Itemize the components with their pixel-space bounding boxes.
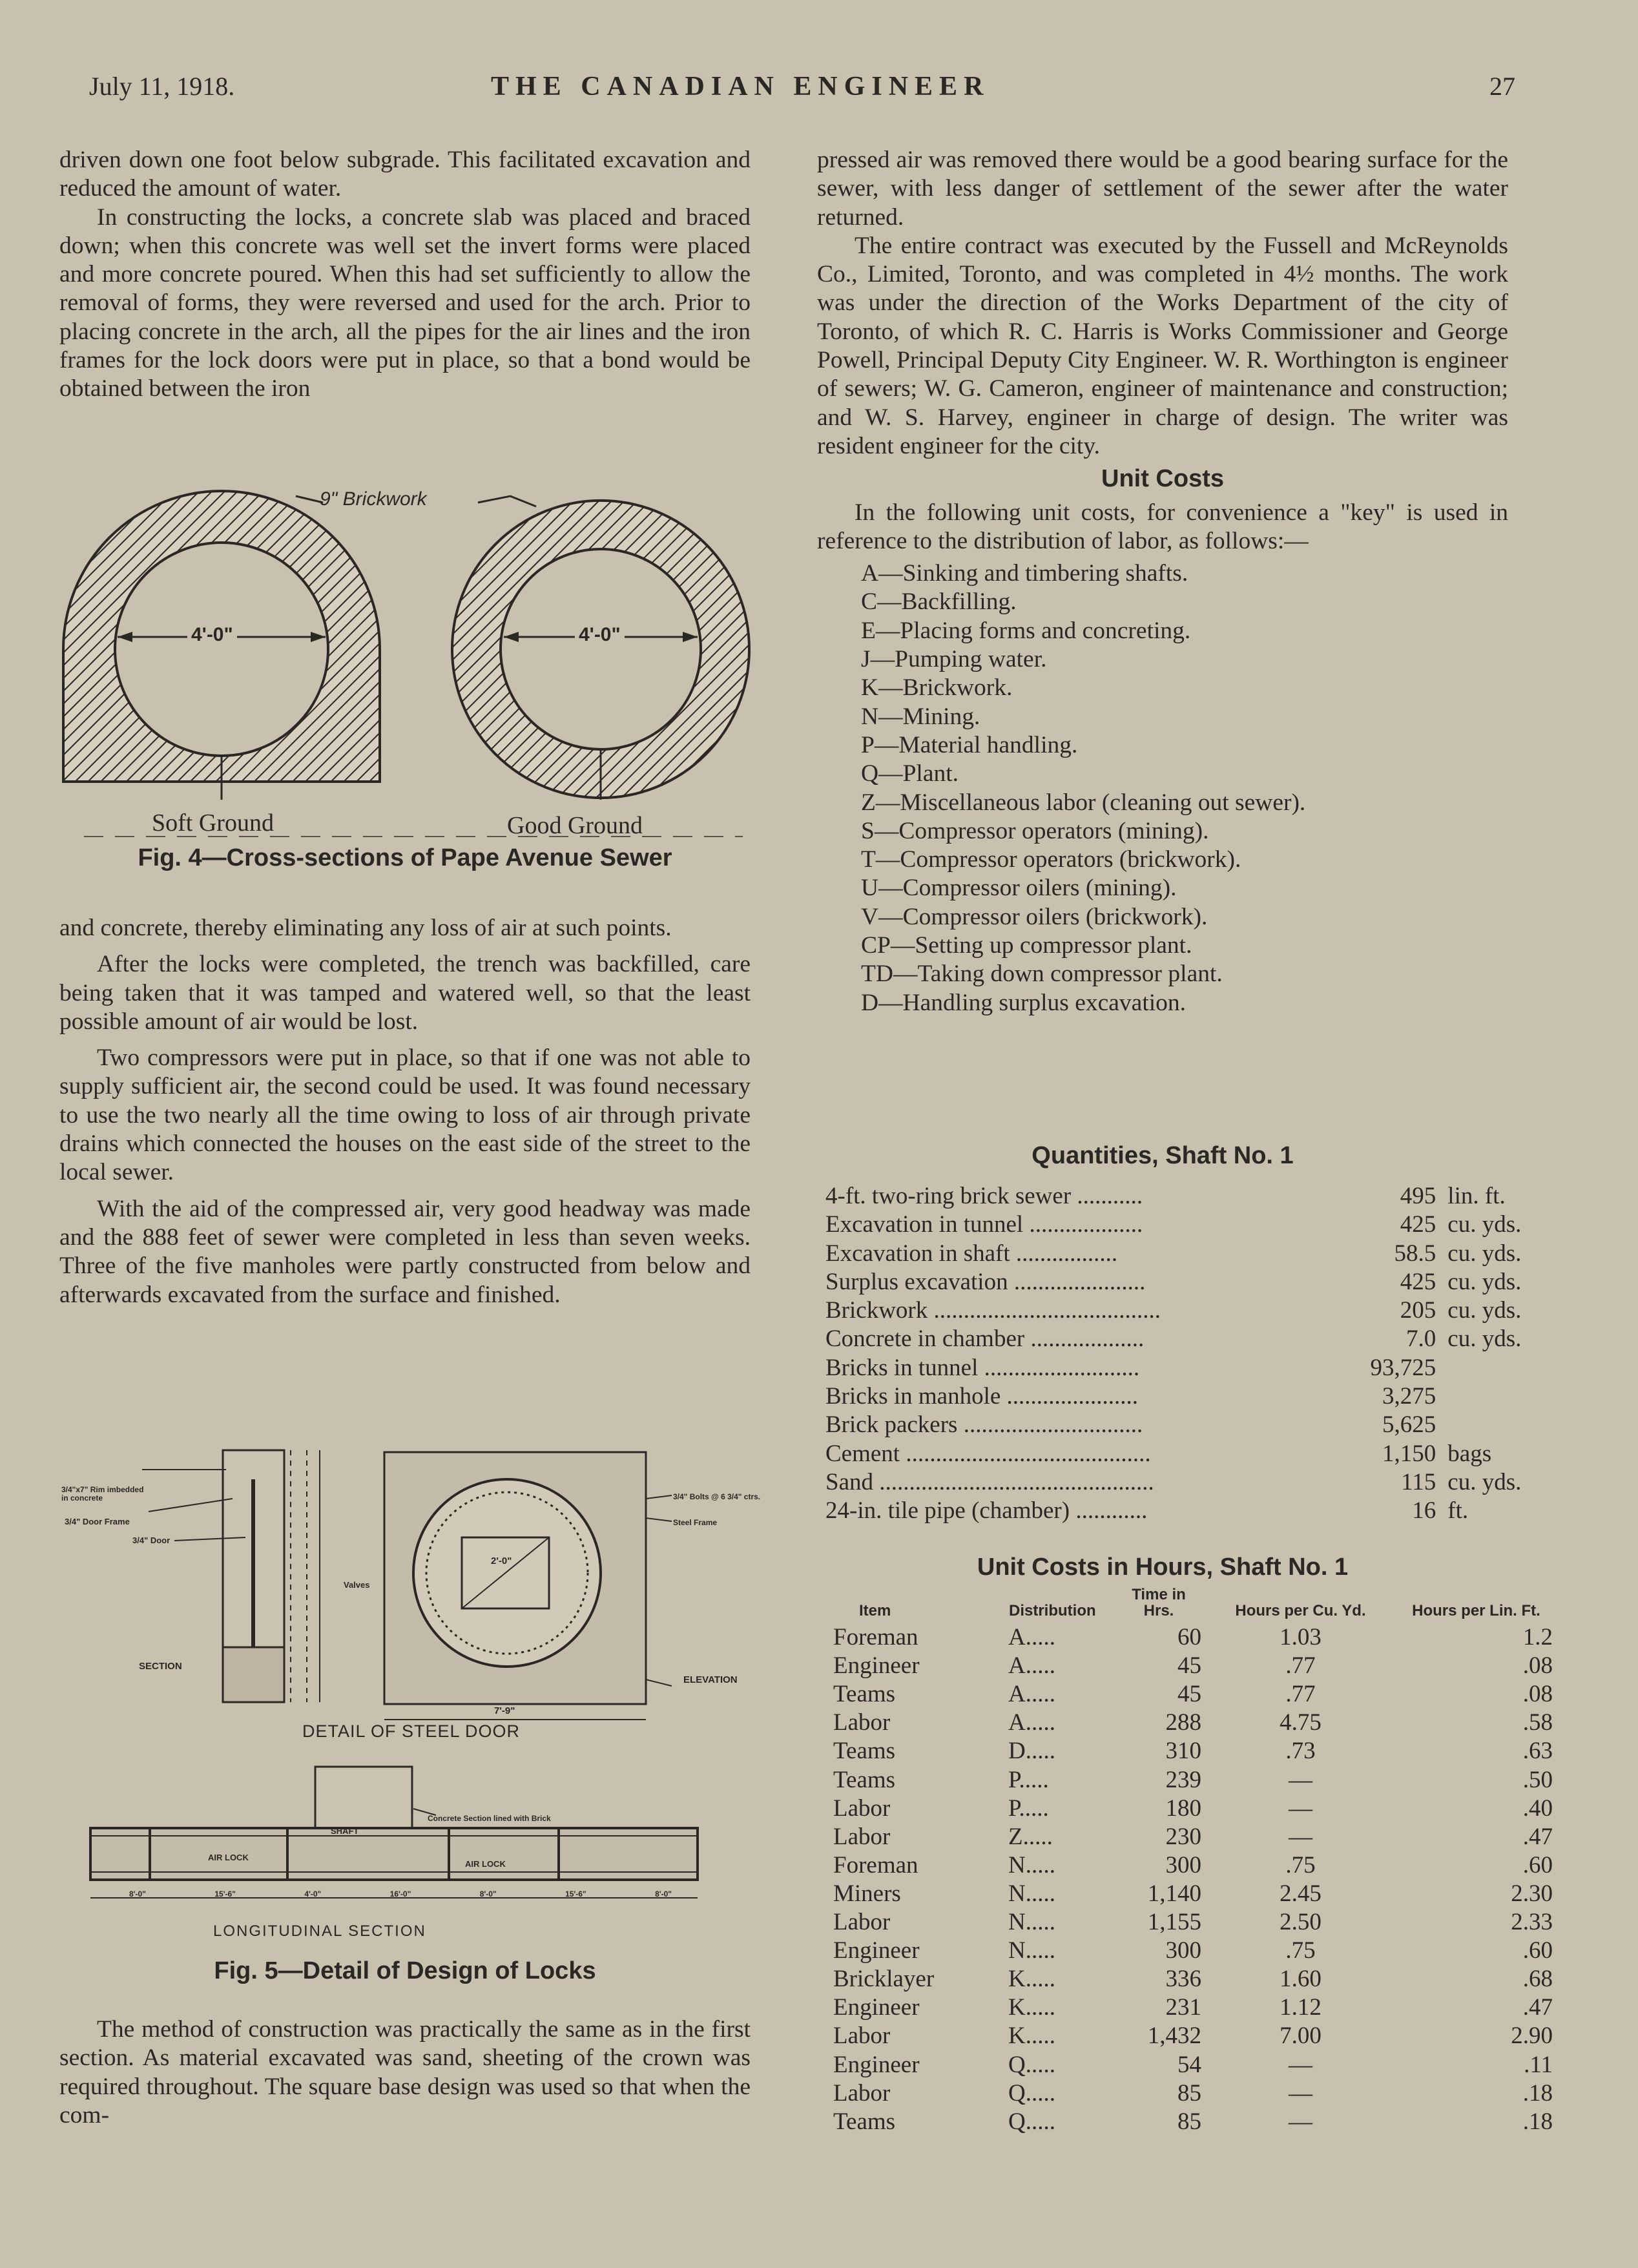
cell-item: Labor <box>833 1909 891 1936</box>
quantity-unit: cu. yds. <box>1447 1468 1522 1495</box>
cell-item: Foreman <box>833 1624 918 1651</box>
cell-item: Engineer <box>833 1652 920 1680</box>
quantity-row <box>825 1296 1523 1325</box>
cell-per-cu: — <box>1289 2079 1312 2107</box>
fig5-lock-design-diagram <box>78 1441 756 1957</box>
cell-per-cu: 1.12 <box>1280 1994 1322 2021</box>
cell-distribution: P..... <box>1008 1795 1049 1822</box>
cell-time: 1,140 <box>1147 1880 1201 1907</box>
cell-item: Teams <box>833 1766 896 1793</box>
cell-per-lin: 1.2 <box>1522 1624 1553 1651</box>
cell-time: 85 <box>1177 2108 1201 2135</box>
paragraph: After the locks were completed, the trench was backfilled, care being taken that it was tamped and watered well, so that the least possible amount of air would be lost. <box>59 951 751 1035</box>
cell-time: 239 <box>1165 1766 1201 1793</box>
cell-distribution: P..... <box>1008 1766 1049 1793</box>
cell-time: 231 <box>1165 1994 1201 2021</box>
fig4-brickwork-label: 9" Brickwork <box>320 488 427 510</box>
cell-per-lin: 2.30 <box>1511 1880 1553 1907</box>
left-column-bottom <box>59 2015 751 2130</box>
quantity-value: 5,625 <box>1382 1411 1436 1439</box>
quantity-label: Brick packers .............................. <box>825 1411 1143 1439</box>
fig4-dim-right: 4'-0" <box>575 624 625 646</box>
fig4-caption: Fig. 4—Cross-sections of Pape Avenue Sewer <box>138 844 672 871</box>
table-row <box>833 2107 1553 2136</box>
cell-per-cu: 7.00 <box>1280 2023 1322 2050</box>
fig5-label-elevation: ELEVATION <box>683 1674 738 1685</box>
cell-per-lin: .18 <box>1522 2079 1553 2107</box>
fig5-label-dim-top: 2'-0" <box>491 1555 512 1566</box>
quantity-unit: cu. yds. <box>1447 1240 1522 1267</box>
cell-per-lin: .60 <box>1522 1937 1553 1964</box>
cell-time: 300 <box>1165 1937 1201 1964</box>
quantity-value: 1,150 <box>1382 1440 1436 1467</box>
cell-distribution: Z..... <box>1008 1823 1053 1850</box>
table-row <box>833 1908 1553 1936</box>
cell-distribution: N..... <box>1008 1880 1055 1907</box>
fig5-label-concrete-section: Concrete Section lined with Brick <box>428 1814 551 1823</box>
fig4-label-good-ground: Good Ground <box>507 812 643 839</box>
cell-per-lin: .11 <box>1524 2051 1553 2078</box>
cell-time: 180 <box>1165 1795 1201 1822</box>
header-date: July 11, 1918. <box>89 72 235 101</box>
cell-per-lin: .50 <box>1522 1766 1553 1793</box>
quantity-unit: cu. yds. <box>1447 1297 1522 1324</box>
cell-item: Engineer <box>833 1994 920 2021</box>
cell-distribution: N..... <box>1008 1909 1055 1936</box>
col-header-per-cu-yd: Hours per Cu. Yd. <box>1235 1602 1366 1619</box>
fig5-label-dim-bottom: 7'-9" <box>494 1705 515 1716</box>
table-row <box>833 1680 1553 1708</box>
fig5-label-air-lock-right: AIR LOCK <box>465 1859 506 1869</box>
fig4-dim-left: 4'-0" <box>187 624 237 646</box>
quantity-unit: bags <box>1447 1440 1492 1467</box>
cell-per-cu: .73 <box>1285 1738 1316 1765</box>
fig5-dim: 4'-0" <box>304 1889 322 1899</box>
quantity-row <box>825 1440 1523 1468</box>
key-item: E—Placing forms and concreting. <box>861 617 1191 644</box>
cell-per-cu: 4.75 <box>1280 1709 1322 1736</box>
fig5-dim: 15'-6" <box>214 1889 236 1899</box>
cell-per-cu: 1.03 <box>1280 1624 1322 1651</box>
cell-time: 336 <box>1165 1966 1201 1993</box>
key-item: P—Material handling. <box>861 731 1078 758</box>
quantity-label: Surplus excavation ...................... <box>825 1268 1146 1295</box>
cell-per-lin: .08 <box>1522 1681 1553 1708</box>
cell-per-cu: 2.50 <box>1280 1909 1322 1936</box>
cell-per-lin: .08 <box>1522 1652 1553 1680</box>
quantity-row <box>825 1411 1523 1439</box>
key-item: T—Compressor operators (brickwork). <box>861 846 1241 873</box>
key-item: U—Compressor oilers (mining). <box>861 875 1177 902</box>
fig5-dim: 15'-6" <box>565 1889 586 1899</box>
quantity-value: 425 <box>1400 1268 1436 1295</box>
table-row <box>833 2079 1553 2107</box>
key-item: D—Handling surplus excavation. <box>861 989 1187 1016</box>
quantity-unit: ft. <box>1447 1497 1469 1524</box>
cell-time: 60 <box>1177 1624 1201 1651</box>
paragraph: The method of construction was practically the same as in the first section. As material excavated was sand, sheeting of the crown was required throughout. The square base design was used so that when the com- <box>59 2016 751 2128</box>
fig5-caption: Fig. 5—Detail of Design of Locks <box>214 1957 596 1984</box>
quantity-label: Concrete in chamber ................... <box>825 1326 1145 1353</box>
cell-distribution: Q..... <box>1008 2051 1055 2078</box>
quantity-label: 24-in. tile pipe (chamber) ............ <box>825 1497 1148 1524</box>
left-column-top <box>59 146 751 404</box>
cell-per-cu: — <box>1289 2108 1312 2135</box>
quantity-unit: lin. ft. <box>1447 1183 1506 1209</box>
quantity-row <box>825 1240 1523 1268</box>
table-row <box>833 1993 1553 2021</box>
cell-time: 1,155 <box>1147 1909 1201 1936</box>
table-row <box>833 1623 1553 1651</box>
cell-distribution: A..... <box>1008 1652 1055 1680</box>
cell-per-lin: .47 <box>1522 1994 1553 2021</box>
paragraph: In the following unit costs, for convenience a "key" is used in reference to the distribution of labor, as follows:— <box>817 499 1508 554</box>
cell-time: 288 <box>1165 1709 1201 1736</box>
unit-costs-heading: Unit Costs <box>1101 465 1224 493</box>
cell-time: 230 <box>1165 1823 1201 1850</box>
fig5-label-rim: 3/4"x7" Rim imbedded in concrete <box>61 1485 144 1503</box>
quantity-row <box>825 1268 1523 1296</box>
cell-item: Engineer <box>833 1937 920 1964</box>
quantity-unit: cu. yds. <box>1447 1268 1522 1295</box>
cell-item: Labor <box>833 2023 891 2050</box>
distribution-key-list <box>817 559 1508 1017</box>
key-item: K—Brickwork. <box>861 674 1013 702</box>
cell-distribution: D..... <box>1008 1738 1055 1765</box>
key-item: CP—Setting up compressor plant. <box>861 932 1192 959</box>
table-row <box>833 1822 1553 1851</box>
key-item: A—Sinking and timbering shafts. <box>861 560 1188 587</box>
cell-item: Miners <box>833 1880 901 1907</box>
quantities-list <box>825 1182 1523 1526</box>
key-item: Q—Plant. <box>861 760 959 787</box>
col-header-item: Item <box>859 1602 891 1619</box>
fig5-dim: 8'-0" <box>129 1889 146 1899</box>
cell-time: 85 <box>1177 2079 1201 2107</box>
fig5-label-shaft: SHAFT <box>331 1826 359 1836</box>
table-row <box>833 1964 1553 1993</box>
paragraph: and concrete, thereby eliminating any loss of air at such points. <box>59 915 672 941</box>
quantity-row <box>825 1497 1523 1525</box>
cell-per-lin: .58 <box>1522 1709 1553 1736</box>
paragraph: Two compressors were put in place, so that if one was not able to supply sufficient air, the second could be used. It was found necessary to use the two nearly all the time owing to loss of air through private drains which connected the houses on the east side of the street to the local sewer. <box>59 1045 751 1186</box>
col-header-time: Time in Hrs. <box>1132 1586 1186 1619</box>
header-page-number: 27 <box>1489 72 1515 101</box>
key-item: TD—Taking down compressor plant. <box>861 961 1223 988</box>
table-row <box>833 1794 1553 1822</box>
fig4-cross-sections-diagram <box>58 478 762 846</box>
cell-item: Engineer <box>833 2051 920 2078</box>
quantity-unit: cu. yds. <box>1447 1326 1522 1353</box>
fig4-label-soft-ground: Soft Ground <box>152 809 274 837</box>
unit-costs-table <box>833 1586 1553 2136</box>
cell-time: 45 <box>1177 1681 1201 1708</box>
cell-per-cu: — <box>1289 2051 1312 2078</box>
cell-per-lin: .60 <box>1522 1851 1553 1878</box>
paragraph: driven down one foot below subgrade. This facilitated excavation and reduced the amount of water. <box>59 147 751 202</box>
cell-per-cu: .77 <box>1285 1652 1316 1680</box>
cell-distribution: K..... <box>1008 2023 1055 2050</box>
cell-per-cu: 2.45 <box>1280 1880 1322 1907</box>
paragraph: In constructing the locks, a concrete slab was placed and braced down; when this concrete was well set the invert forms were placed and more concrete poured. When this had set sufficiently to allow the removal of forms, they were reversed and used for the arch. Prior to placing concrete in the arch, all the pipes for the air lines and the iron frames for the lock doors were put in place, so that a bond would be obtained between the iron <box>59 203 751 402</box>
quantity-value: 58.5 <box>1394 1240 1436 1267</box>
cell-distribution: K..... <box>1008 1966 1055 1993</box>
cell-distribution: Q..... <box>1008 2108 1055 2135</box>
table-row <box>833 1936 1553 1964</box>
key-item: J—Pumping water. <box>861 646 1047 673</box>
fig5-label-detail-steel-door: DETAIL OF STEEL DOOR <box>302 1722 521 1741</box>
cell-per-cu: .75 <box>1285 1851 1316 1878</box>
col-header-distribution: Distribution <box>1009 1602 1096 1619</box>
fig5-label-steel-frame: Steel Frame <box>673 1518 718 1527</box>
fig5-dim: 16'-0" <box>389 1889 411 1899</box>
cell-per-cu: — <box>1289 1795 1312 1822</box>
cell-time: 1,432 <box>1147 2023 1201 2050</box>
cell-time: 310 <box>1165 1738 1201 1765</box>
key-item: V—Compressor oilers (brickwork). <box>861 903 1208 930</box>
quantity-label: 4-ft. two-ring brick sewer ........... <box>825 1183 1143 1209</box>
table-row <box>833 1765 1553 1793</box>
table-row <box>833 2050 1553 2078</box>
cell-per-cu: — <box>1289 1766 1312 1793</box>
cell-distribution: N..... <box>1008 1937 1055 1964</box>
fig5-label-longitudinal: LONGITUDINAL SECTION <box>213 1922 426 1940</box>
cell-item: Labor <box>833 1795 891 1822</box>
key-item: N—Mining. <box>861 703 980 730</box>
paragraph: With the aid of the compressed air, very good headway was made and the 888 feet of sewer were completed in less than seven weeks. Three of the five manholes were partly constructed from below and afterwards excavated from the surface and finished. <box>59 1195 751 1308</box>
left-column-middle <box>59 914 751 1309</box>
cell-item: Foreman <box>833 1851 918 1878</box>
quantity-label: Excavation in shaft ................. <box>825 1240 1118 1267</box>
quantity-value: 115 <box>1401 1468 1436 1495</box>
cell-distribution: K..... <box>1008 1994 1055 2021</box>
quantity-row <box>825 1354 1523 1382</box>
quantity-label: Bricks in manhole ...................... <box>825 1383 1139 1410</box>
cell-item: Bricklayer <box>833 1966 935 1993</box>
quantity-unit <box>1436 1411 1523 1439</box>
cell-time: 54 <box>1177 2051 1201 2078</box>
cell-item: Labor <box>833 2079 891 2107</box>
fig5-dimension-row <box>129 1889 672 1899</box>
fig5-dim: 8'-0" <box>479 1889 497 1899</box>
fig5-label-section: SECTION <box>139 1661 182 1672</box>
cell-per-cu: .75 <box>1285 1937 1316 1964</box>
cell-per-lin: .63 <box>1522 1738 1553 1765</box>
cell-per-cu: .77 <box>1285 1681 1316 1708</box>
cell-per-cu: 1.60 <box>1280 1966 1322 1993</box>
table-row <box>833 2021 1553 2050</box>
cell-distribution: A..... <box>1008 1709 1055 1736</box>
quantity-label: Excavation in tunnel ................... <box>825 1211 1143 1238</box>
table-row <box>833 1851 1553 1879</box>
fig5-dim: 8'-0" <box>655 1889 672 1899</box>
cell-per-lin: .40 <box>1522 1795 1553 1822</box>
table-header-row <box>833 1586 1553 1623</box>
cell-distribution: N..... <box>1008 1851 1055 1878</box>
quantity-value: 3,275 <box>1382 1383 1436 1410</box>
quantity-label: Cement ......................................... <box>825 1440 1151 1467</box>
fig5-label-door: 3/4" Door <box>132 1535 171 1545</box>
quantity-value: 7.0 <box>1406 1326 1436 1353</box>
cell-per-cu: — <box>1289 1823 1312 1850</box>
cell-item: Teams <box>833 1681 896 1708</box>
cell-per-lin: .68 <box>1522 1966 1553 1993</box>
key-item: Z—Miscellaneous labor (cleaning out sewer). <box>861 789 1306 816</box>
paragraph: The entire contract was executed by the Fussell and McReynolds Co., Limited, Toronto, and was completed in 4½ months. The work was under the direction of the Works Department of the city of Toronto, of which R. C. Harris is Works Commissioner and George Powell, Principal Deputy City Engineer. W. R. Worthington is engineer of sewers; W. G. Cameron, engineer of maintenance and construction; and W. S. Harvey, engineer in charge of design. The writer was resident engineer for the city. <box>817 232 1508 459</box>
quantity-row <box>825 1182 1523 1211</box>
fig5-label-air-lock-left: AIR LOCK <box>208 1853 249 1862</box>
quantity-value: 495 <box>1400 1183 1436 1209</box>
table-row <box>833 1879 1553 1908</box>
cell-distribution: A..... <box>1008 1624 1055 1651</box>
quantity-row <box>825 1468 1523 1497</box>
quantity-value: 425 <box>1400 1211 1436 1238</box>
header-title: THE CANADIAN ENGINEER <box>491 72 990 101</box>
table-row <box>833 1651 1553 1680</box>
cell-time: 300 <box>1165 1851 1201 1878</box>
quantity-label: Bricks in tunnel .......................... <box>825 1354 1140 1381</box>
cell-distribution: Q..... <box>1008 2079 1055 2107</box>
cell-item: Labor <box>833 1709 891 1736</box>
cell-item: Teams <box>833 1738 896 1765</box>
key-item: C—Backfilling. <box>861 588 1017 616</box>
quantity-row <box>825 1382 1523 1411</box>
fig5-label-valves: Valves <box>344 1580 370 1590</box>
quantity-value: 16 <box>1412 1497 1436 1524</box>
table-row <box>833 1708 1553 1736</box>
cell-per-lin: .47 <box>1522 1823 1553 1850</box>
quantity-unit: cu. yds. <box>1447 1211 1522 1238</box>
cell-distribution: A..... <box>1008 1681 1055 1708</box>
cell-per-lin: 2.33 <box>1511 1909 1553 1936</box>
quantity-row <box>825 1211 1523 1239</box>
cell-per-lin: .18 <box>1522 2108 1553 2135</box>
table-row <box>833 1736 1553 1765</box>
right-column-text <box>817 146 1508 1017</box>
quantity-value: 93,725 <box>1370 1354 1436 1381</box>
unit-costs-table-heading: Unit Costs in Hours, Shaft No. 1 <box>977 1554 1349 1581</box>
fig5-label-bolts: 3/4" Bolts @ 6 3/4" ctrs. <box>673 1492 761 1501</box>
quantities-heading: Quantities, Shaft No. 1 <box>1032 1142 1294 1169</box>
col-header-per-lin-ft: Hours per Lin. Ft. <box>1412 1602 1540 1619</box>
quantity-label: Sand .............................................. <box>825 1468 1154 1495</box>
paragraph: pressed air was removed there would be a good bearing surface for the sewer, with less danger of settlement of the sewer after the water returned. <box>817 147 1508 231</box>
quantity-row <box>825 1325 1523 1353</box>
cell-time: 45 <box>1177 1652 1201 1680</box>
cell-item: Labor <box>833 1823 891 1850</box>
cell-item: Teams <box>833 2108 896 2135</box>
quantity-unit <box>1436 1354 1523 1382</box>
quantity-value: 205 <box>1400 1297 1436 1324</box>
quantity-label: Brickwork ...................................... <box>825 1297 1161 1324</box>
quantity-unit <box>1436 1382 1523 1411</box>
key-item: S—Compressor operators (mining). <box>861 817 1209 844</box>
cell-per-lin: 2.90 <box>1511 2023 1553 2050</box>
fig5-label-door-frame: 3/4" Door Frame <box>65 1517 130 1526</box>
